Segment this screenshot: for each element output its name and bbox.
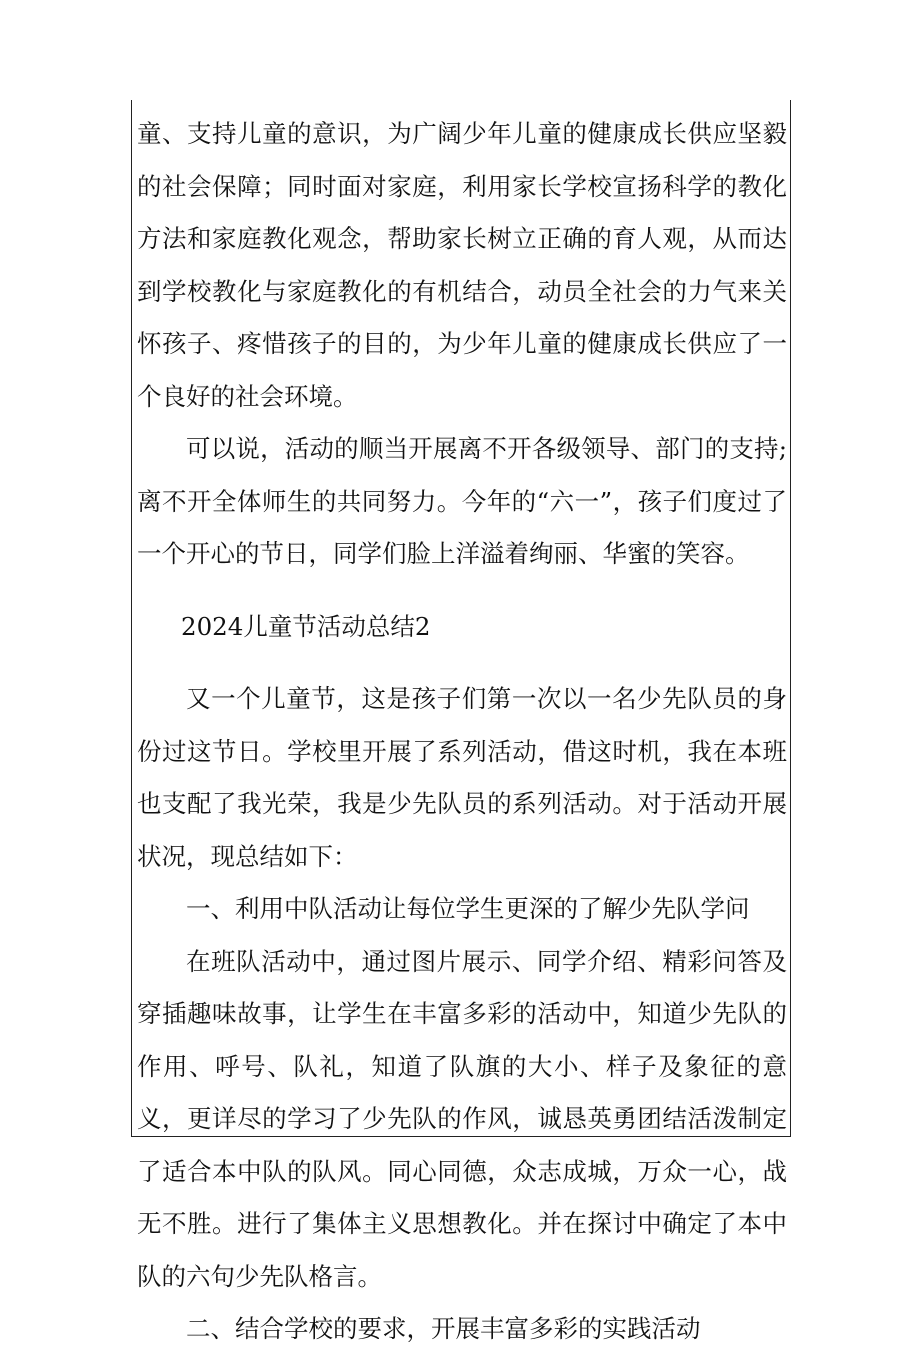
- subheading-one: 一、利用中队活动让每位学生更深的了解少先队学问: [186, 894, 750, 923]
- paragraph-intro: 又一个儿童节，这是孩子们第一次以一名少先队员的身份过这节日。学校里开展了系列活动，借这时机，我在本班也支配了我光荣，我是少先队员的系列活动。对于活动开展状况，现总结如下：: [137, 684, 787, 871]
- paragraph-class-activity: 在班队活动中，通过图片展示、同学介绍、精彩问答及穿插趣味故事，让学生在丰富多彩的活动中，知道少先队的作用、呼号、队礼，知道了队旗的大小、样子及象征的意义，更详尽的学习了少先队的作风，诚恳英勇团结活泼制定了适合本中队的队风。同心同德，众志成城，万众一心，战无不胜。进行了集体主义思想教化。并在探讨中确定了本中队的六句少先队格言。: [137, 946, 787, 1291]
- paragraph-continued: 童、支持儿童的意识，为广阔少年儿童的健康成长供应坚毅的社会保障；同时面对家庭，利用家长学校宣扬科学的教化方法和家庭教化观念，帮助家长树立正确的育人观，从而达到学校教化与家庭教化的有机结合，动员全社会的力气来关怀孩子、疼惜孩子的目的，为少年儿童的健康成长供应了一个良好的社会环境。: [137, 119, 787, 411]
- section-title: 2024儿童节活动总结2: [181, 611, 431, 641]
- paragraph-support: 可以说，活动的顺当开展离不开各级领导、部门的支持;离不开全体师生的共同努力。今年的“六一”，孩子们度过了一个开心的节日，同学们脸上洋溢着绚丽、华蜜的笑容。: [137, 434, 787, 568]
- document-body: [137, 108, 787, 1356]
- subheading-two: 二、结合学校的要求，开展丰富多彩的实践活动: [186, 1314, 701, 1343]
